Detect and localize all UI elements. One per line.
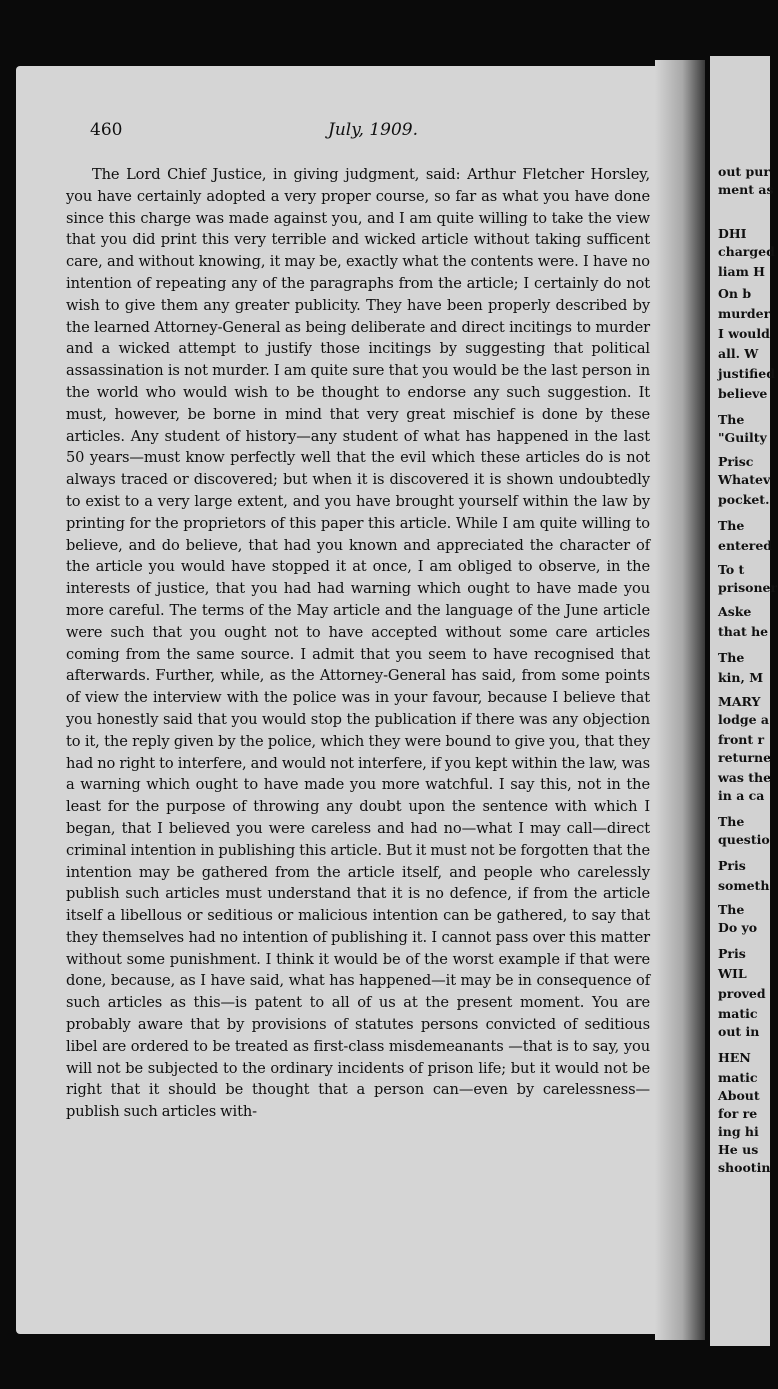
running-head-date: July, 1909. — [328, 120, 419, 140]
right-page-fragment: On b — [718, 286, 752, 301]
right-page-fragment: liam H — [718, 264, 765, 279]
right-page-fragment: The — [718, 814, 745, 829]
page-number: 460 — [90, 120, 123, 140]
right-page-fragment: that he — [718, 624, 769, 639]
right-page-fragment: matic — [718, 1070, 758, 1085]
right-page-fragment: DHI — [718, 226, 747, 241]
running-head — [90, 120, 650, 144]
right-page-fragment: Prisc — [718, 454, 754, 469]
right-page-fragment: "Guilty — [718, 430, 767, 445]
right-page-fragment: About — [718, 1088, 760, 1103]
right-page-fragment: prisoner — [718, 580, 778, 595]
right-page-fragment: WIL — [718, 966, 747, 981]
right-page-fragment: Aske — [718, 604, 752, 619]
right-page-fragment: ing hi — [718, 1124, 759, 1139]
right-page-fragment: proved — [718, 986, 766, 1001]
right-page-fragment: someth — [718, 878, 770, 893]
judgment-paragraph: The Lord Chief Justice, in giving judgment, said: Arthur Fletcher Horsley, you have certainly adopted a very proper course, so far as what you have done since this charge was made against you, and I am quite willing to take the view that you did print this very terrible and wicked article without taking sufficent care, and without knowing, it may be, exactly what the contents were. I have no intention of repeating any of the paragraphs from the article; I certainly do not wish to give them any greater publicity. They have been properly described by the learned Attorney-General as being deliberate and direct incitings to murder and a wicked attempt to justify those incitings by suggesting that political assassination is not murder. I am quite sure that you would be the last person in the world who would wish to be thought to endorse any such suggestion. It must, however, be borne in mind that very great mischief is done by these articles. Any student of history—any student of what has happened in the last 50 years—must know perfectly well that the evil which these articles do is not always traced or discovered; but when it is discovered it is shown undoubtedly to exist to a very large extent, and you have brought yourself within the law by printing for the proprietors of this paper this article. While I am quite willing to believe, and do believe, that had you known and appreciated the character of the article you would have stopped it at once, I am obliged to observe, in the interests of justice, that you had had warning which ought to have made you more careful. The terms of the May article and the language of the June article were such that you ought not to have accepted without some care articles coming from the same source. I admit that you seem to have recognised that afterwards. Further, while, as the Attorney-General has said, from some points of view the interview with the police was in your favour, because I believe that you honestly said that you would stop the publication if there was any objection to it, the reply given by the police, which they were bound to give you, that they had no right to interfere, and would not interfere, if you kept within the law, was a warning which ought to have made you more watchful. I say this, not in the least for the purpose of throwing any doubt upon the sentence with which I began, that I believed you were careless and had no—what I may call—direct criminal intention in publishing this article. But it must not be forgotten that the intention may be gathered from the article itself, and people who carelessly publish such articles must understand that it is no defence, if from the article itself a libellous or seditious or malicious intention can be gathered, to say that they themselves had no intention of publishing it. I cannot pass over this matter without some punishment. I think it would be of the worst example if that were done, because, as I have said, what has happened—it may be in consequence of such articles as this—is patent to all of us at the present moment. You are probably aware that by provisions of statutes persons convicted of seditious libel are ordered to be treated as first-class misdemeanants —that is to say, you will not be subjected to the ordinary incidents of prison life; but it would not be right that it should be thought that a person can—even by carelessness—publish such articles with- — [66, 166, 650, 1121]
right-page-fragment: murder — [718, 306, 771, 321]
right-page-fragment: front r — [718, 732, 765, 747]
right-page-fragment: all. W — [718, 346, 759, 361]
right-page-fragment: lodge a — [718, 712, 769, 727]
right-page-fragment: entered — [718, 538, 773, 553]
right-page-fragment: ment as — [718, 182, 774, 197]
right-page-fragment: Whatev — [718, 472, 771, 487]
right-page-fragment: matic — [718, 1006, 758, 1021]
right-page-fragment: charged — [718, 244, 775, 259]
right-page-fragment: HEN — [718, 1050, 751, 1065]
right-page-fragment: The — [718, 650, 745, 665]
right-page-fragment: The — [718, 902, 745, 917]
right-page-fragment: out in — [718, 1024, 760, 1039]
right-page-fragment: kin, M — [718, 670, 764, 685]
right-page — [710, 56, 778, 1346]
right-page-fragment: out pur — [718, 164, 770, 179]
right-page-fragment: I would — [718, 326, 770, 341]
right-page-fragment: in a ca — [718, 788, 765, 803]
right-page-fragment: He us — [718, 1142, 759, 1157]
right-page-fragment: Pris — [718, 858, 746, 873]
right-page-fragment: MARY — [718, 694, 761, 709]
right-page-fragment: questio — [718, 832, 770, 847]
right-page-fragment: pocket. — [718, 492, 770, 507]
right-page-fragment: Pris — [718, 946, 746, 961]
right-page-fragment: To t — [718, 562, 745, 577]
right-page-fragment: returne — [718, 750, 772, 765]
right-page-fragment: shootin — [718, 1160, 771, 1175]
right-page-fragment: The — [718, 518, 745, 533]
right-page-fragment: Do yo — [718, 920, 758, 935]
right-page-fragment: justified — [718, 366, 775, 381]
right-page-fragment: believe — [718, 386, 768, 401]
page-gutter — [655, 60, 705, 1340]
right-page-fragment: for re — [718, 1106, 758, 1121]
right-page-fragment: was the — [718, 770, 772, 785]
right-page-fragment: The — [718, 412, 745, 427]
